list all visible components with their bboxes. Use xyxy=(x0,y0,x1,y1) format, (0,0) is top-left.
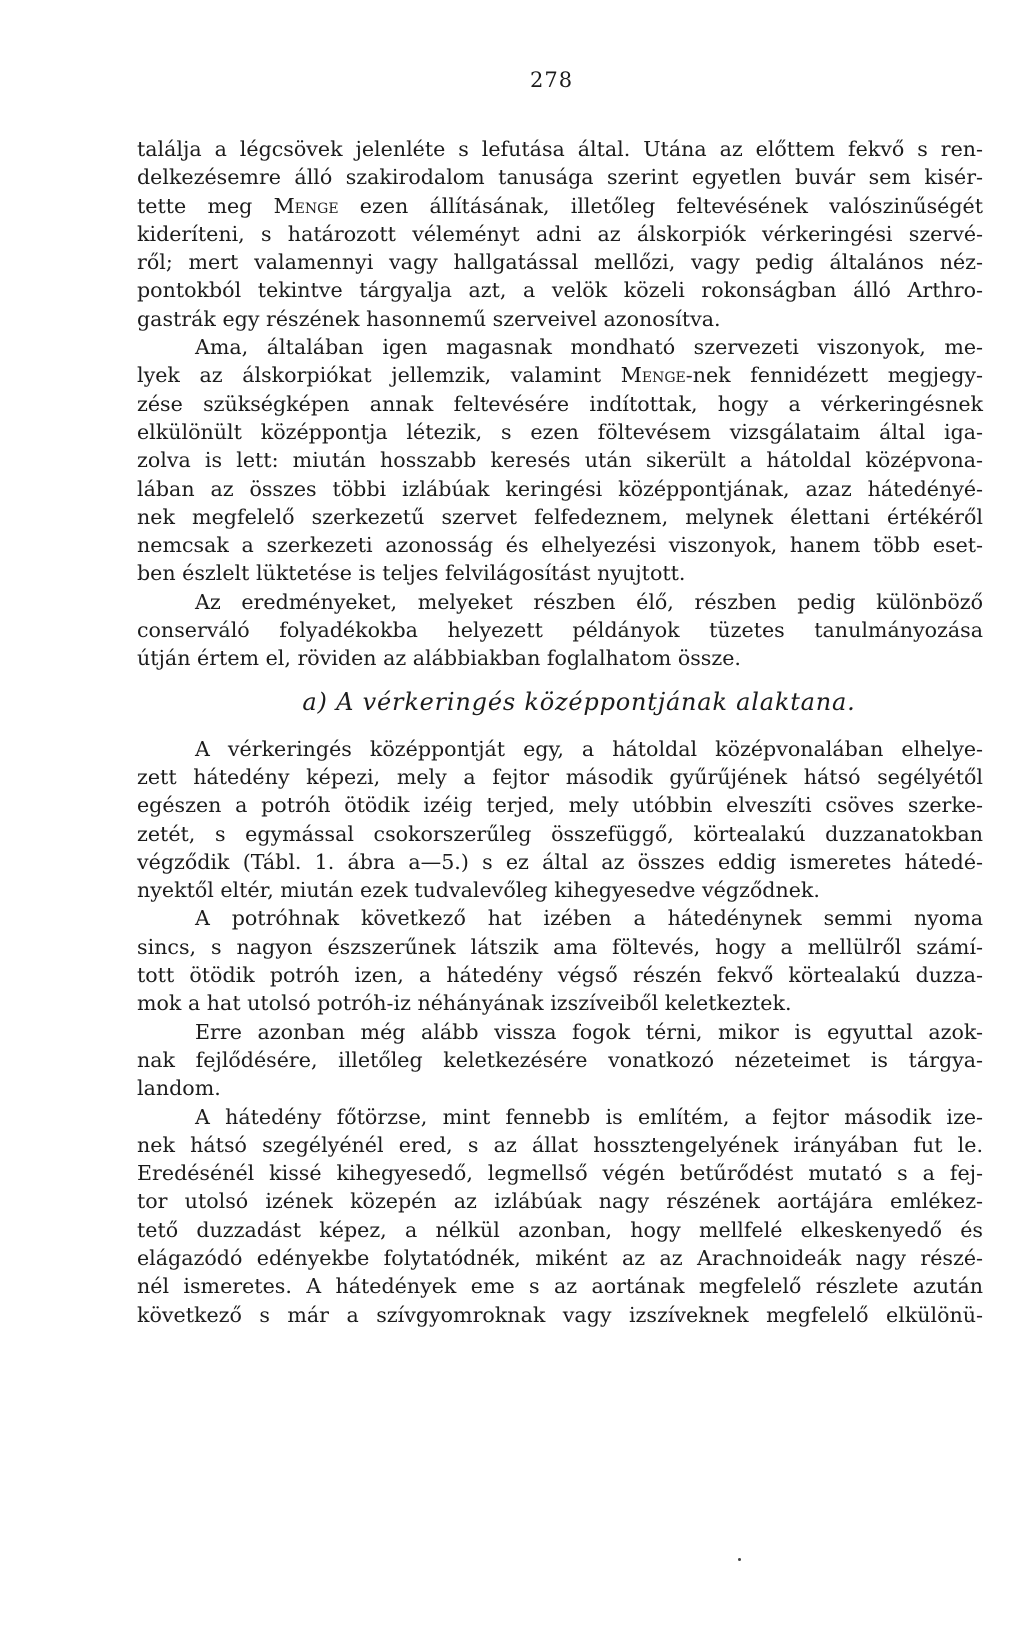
text-line: zett hátedény képezi, mely a fejtor második gyűrűjének hátsó segélyétől xyxy=(137,764,983,789)
print-speck xyxy=(738,1558,741,1561)
text-line xyxy=(137,361,983,389)
text-line: zése szükségképen annak feltevésére indítottak, hogy a vérkeringésnek xyxy=(137,391,983,416)
text-line: ről; mert valamennyi vagy hallgatással mellőzi, vagy pedig általános néz- xyxy=(137,250,983,275)
text-fragment: ezen állításának, illetőleg feltevésének valószinűségét xyxy=(338,193,983,218)
paragraph-2 xyxy=(137,333,983,588)
section-heading: a) A vérkeringés középpontjának alaktana. xyxy=(302,687,856,716)
text-line xyxy=(137,192,983,220)
text-fragment: lyek az álskorpiókat jellemzik, valamint xyxy=(137,363,621,388)
text-fragment: tette meg xyxy=(137,193,274,218)
text-line: A hátedény főtörzse, mint fennebb is említém, a fejtor második ize- xyxy=(195,1104,983,1129)
text-line: nek hátsó szegélyénél ered, s az állat hossztengelyének irányában fut le. xyxy=(137,1132,983,1157)
author-name: Menge xyxy=(273,193,339,218)
text-line: mok a hat utolsó potróh-iz néhányának izszíveiből keletkeztek. xyxy=(137,991,792,1016)
text-line: tor utolsó izének közepén az izlábúak nagy részének aortájára emlékez- xyxy=(137,1189,983,1214)
paragraph-3 xyxy=(137,588,983,673)
text-line: következő s már a szívgyomroknak vagy izszíveknek megfelelő elkülönü- xyxy=(137,1302,983,1327)
text-fragment: -nek fennidézett megjegy- xyxy=(685,363,984,388)
text-line: kideríteni, s határozott véleményt adni az álskorpiók vérkeringési szervé- xyxy=(137,221,983,246)
text-line: zetét, s egymással csokorszerűleg összefüggő, körtealakú duzzanatokban xyxy=(137,821,983,846)
paragraph-1 xyxy=(137,135,983,333)
text-line: A potróhnak következő hat izében a hátedénynek semmi nyoma xyxy=(195,906,983,931)
text-line: Eredésénél kissé kihegyesedő, legmellső végén betűrődést mutató s a fej- xyxy=(137,1161,983,1186)
text-line: nemcsak a szerkezeti azonosság és elhelyezési viszonyok, hanem több eset- xyxy=(137,533,983,558)
page-number: 278 xyxy=(530,68,574,92)
text-line: pontokból tekintve tárgyalja azt, a velök közeli rokonságban álló Arthro- xyxy=(137,278,983,303)
text-line: tető duzzadást képez, a nélkül azonban, hogy mellfelé elkeskenyedő és xyxy=(137,1217,983,1242)
text-line: nyektől eltér, miután ezek tudvalevőleg kihegyesedve végződnek. xyxy=(137,878,820,903)
text-line: Az eredményeket, melyeket részben élő, részben pedig különböző xyxy=(195,589,983,614)
text-line: lában az összes többi izlábúak keringési középpontjának, azaz hátedényé- xyxy=(137,476,983,501)
paragraph-4 xyxy=(137,735,983,905)
text-line: útján értem el, röviden az alábbiakban foglalhatom össze. xyxy=(137,646,741,671)
text-line: conserváló folyadékokba helyezett példányok tüzetes tanulmányozása xyxy=(137,618,983,643)
text-line: tott ötödik potróh izen, a hátedény végső részén fekvő körtealakú duzza- xyxy=(137,963,983,988)
text-line: delkezésemre álló szakirodalom tanusága szerint egyetlen buvár sem kisér- xyxy=(137,165,983,190)
text-line: A vérkeringés középpontját egy, a hátoldal középvonalában elhelye- xyxy=(195,736,983,761)
text-line: egészen a potróh ötödik izéig terjed, mely utóbbin elveszíti csöves szerke- xyxy=(137,793,983,818)
text-line: landom. xyxy=(137,1076,221,1101)
text-line: ben észlelt lüktetése is teljes felvilágosítást nyujtott. xyxy=(137,561,686,586)
paragraph-6 xyxy=(137,1018,983,1103)
text-line: Erre azonban még alább vissza fogok térni, mikor is egyuttal azok- xyxy=(195,1019,983,1044)
text-line: találja a légcsövek jelenléte s lefutása által. Utána az előttem fekvő s ren- xyxy=(137,137,983,161)
text-line: nak fejlődésére, illetőleg keletkezésére vonatkozó nézeteimet is tárgya- xyxy=(137,1047,983,1072)
text-line: Ama, általában igen magasnak mondható szervezeti viszonyok, me- xyxy=(195,335,983,360)
author-name: Menge xyxy=(620,363,686,388)
paragraph-7 xyxy=(137,1103,983,1329)
text-line: sincs, s nagyon észszerűnek látszik ama föltevés, hogy a mellülről számí- xyxy=(137,934,983,959)
body-text xyxy=(137,135,983,1329)
text-line: zolva is lett: miután hosszabb keresés után sikerült a hátoldal középvona- xyxy=(137,448,983,473)
text-line: végződik (Tábl. 1. ábra a—5.) s ez által az összes eddig ismeretes hátedé- xyxy=(137,849,983,874)
text-line: nél ismeretes. A hátedények eme s az aortának megfelelő részlete azután xyxy=(137,1274,983,1299)
text-line: nek megfelelő szerkezetű szervet felfedeznem, melynek élettani értékéről xyxy=(137,504,983,529)
paragraph-5 xyxy=(137,904,983,1017)
text-line: elágazódó edényekbe folytatódnék, miként az az Arachnoideák nagy részé- xyxy=(137,1245,983,1270)
text-line: gastrák egy részének hasonnemű szerveivel azonosítva. xyxy=(137,306,721,331)
text-line: elkülönült középpontja létezik, s ezen föltevésem vizsgálataim által iga- xyxy=(137,419,983,444)
